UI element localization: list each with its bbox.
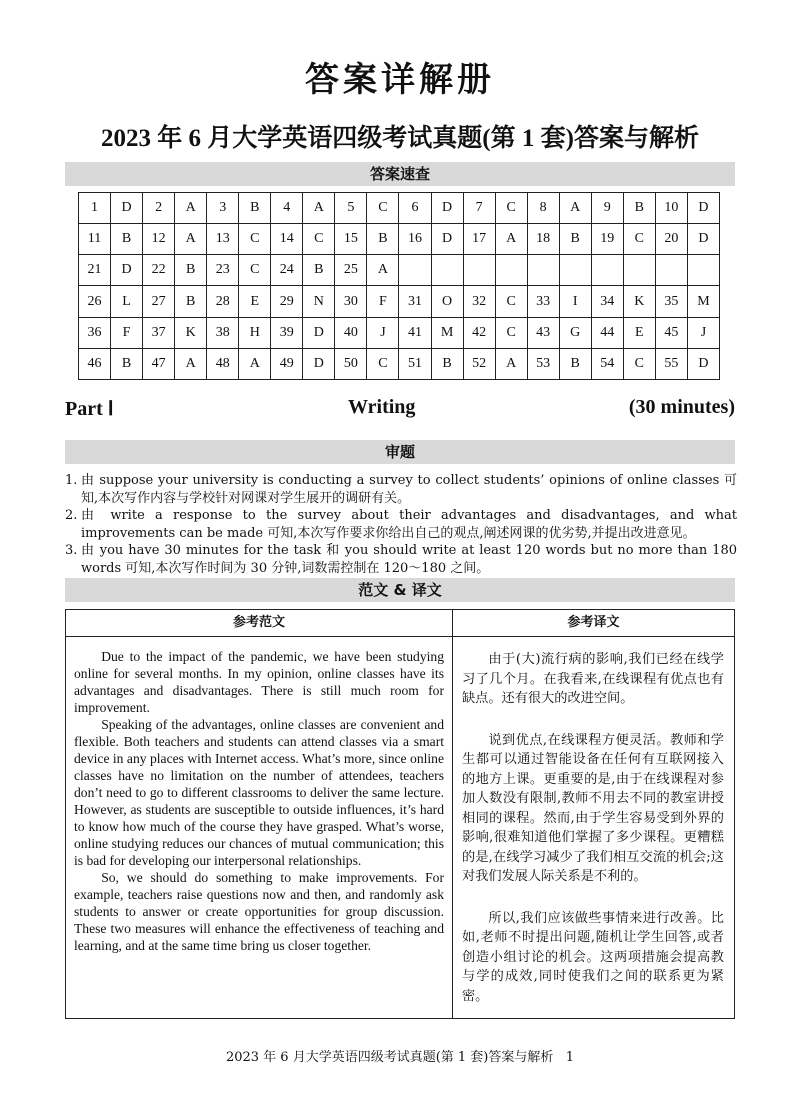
question-number-cell: 17 — [463, 224, 495, 255]
part-label: Part Ⅰ — [65, 398, 114, 420]
answer-letter-cell: B — [175, 286, 207, 317]
answer-letter-cell: D — [303, 317, 335, 348]
answer-letter-cell: C — [239, 255, 271, 286]
question-number-cell: 41 — [399, 317, 431, 348]
answer-letter-cell: D — [687, 224, 719, 255]
translation-paragraph: 由于(大)流行病的影响,我们已经在线学习了几个月。在我看来,在线课程有优点也有缺点。还有很大的改进空间。 — [462, 652, 724, 706]
page-number: 1 — [565, 1050, 575, 1065]
answer-letter-cell: A — [239, 348, 271, 379]
answer-letter-cell: C — [303, 224, 335, 255]
question-number-cell: 7 — [463, 193, 495, 224]
answer-row — [79, 317, 720, 348]
answer-letter-cell: F — [111, 317, 143, 348]
answer-letter-cell: O — [431, 286, 463, 317]
answer-letter-cell: E — [623, 317, 655, 348]
analysis-item-number: 3. — [65, 543, 78, 558]
column-divider — [452, 610, 453, 1018]
answer-letter-cell: D — [111, 255, 143, 286]
translation-paragraph: 说到优点,在线课程方便灵活。教师和学生都可以通过智能设备在任何有互联网接入的地方上课。更重要的是,由于在线课程对参加人数没有限制,教师不用去不同的教室讲授相同的课程。然而,由于学生容易受到外界的影响,很难知道他们掌握了多少课程。更糟糕的是,在线学习减少了我们相互交流的机会;这对我们发展人际关系是不利的。 — [462, 732, 724, 884]
answer-letter-cell: F — [367, 286, 399, 317]
question-number-cell: 53 — [527, 348, 559, 379]
exam-title: 2023 年 6 月大学英语四级考试真题(第 1 套)答案与解析 — [101, 125, 699, 152]
answer-letter-cell: H — [239, 317, 271, 348]
question-number-cell — [527, 255, 559, 286]
answer-letter-cell: D — [431, 224, 463, 255]
question-number-cell: 33 — [527, 286, 559, 317]
question-number-cell: 21 — [79, 255, 111, 286]
answer-letter-cell: A — [495, 348, 527, 379]
sample-essay-box — [65, 609, 735, 1019]
question-number-cell: 5 — [335, 193, 367, 224]
analysis-item-number: 1. — [65, 473, 78, 488]
question-number-cell: 23 — [207, 255, 239, 286]
answer-letter-cell — [495, 255, 527, 286]
answer-letter-cell: B — [303, 255, 335, 286]
answer-letter-cell — [431, 255, 463, 286]
question-number-cell: 47 — [143, 348, 175, 379]
question-number-cell — [591, 255, 623, 286]
question-number-cell: 27 — [143, 286, 175, 317]
answer-letter-cell: B — [431, 348, 463, 379]
essay-paragraph: So, we should do something to make improvements. For example, teachers raise questions now and then, and randomly ask students to answer or create opportunities for group discussion. These two measures will enhance the effectiveness of teaching and learning, and at the same time bring us closer together. — [74, 870, 444, 953]
question-number-cell: 51 — [399, 348, 431, 379]
answer-letter-cell: J — [687, 317, 719, 348]
answer-letter-cell: C — [367, 193, 399, 224]
essay-paragraph: Speaking of the advantages, online classes are convenient and flexible. Both teachers and students can attend classes via a smart device in any places with Internet access. What’s more, since online classes have no limitation on the number of attendees, teachers don’t need to go to different classrooms to deliver the same lecture. However, as students are susceptible to outside influences, it’s hard to know how much of the course they have grasped. What’s worse, online studying reduces our chances of mutual communication; this is bad for developing our interpersonal relationships. — [74, 717, 444, 868]
question-number-cell: 43 — [527, 317, 559, 348]
answer-letter-cell: B — [623, 193, 655, 224]
answer-letter-cell: A — [175, 348, 207, 379]
question-number-cell: 16 — [399, 224, 431, 255]
question-number-cell: 26 — [79, 286, 111, 317]
analysis-item — [65, 542, 737, 577]
answer-letter-cell: B — [239, 193, 271, 224]
question-number-cell: 49 — [271, 348, 303, 379]
answer-letter-cell — [687, 255, 719, 286]
translation-header: 参考译文 — [453, 610, 734, 637]
answer-letter-cell: C — [495, 286, 527, 317]
answer-letter-cell: C — [623, 348, 655, 379]
question-number-cell: 30 — [335, 286, 367, 317]
question-number-cell: 39 — [271, 317, 303, 348]
part-title: Writing — [348, 396, 416, 418]
question-number-cell — [655, 255, 687, 286]
part-time: (30 minutes) — [628, 396, 735, 418]
question-number-cell: 55 — [655, 348, 687, 379]
question-number-cell: 28 — [207, 286, 239, 317]
question-number-cell: 31 — [399, 286, 431, 317]
answer-letter-cell: A — [559, 193, 591, 224]
question-number-cell: 8 — [527, 193, 559, 224]
answer-letter-cell: L — [111, 286, 143, 317]
answer-letter-cell: C — [623, 224, 655, 255]
answer-letter-cell: A — [175, 193, 207, 224]
answer-letter-cell: J — [367, 317, 399, 348]
answer-letter-cell: N — [303, 286, 335, 317]
answer-letter-cell: B — [175, 255, 207, 286]
analysis-item — [65, 472, 737, 507]
question-number-cell: 13 — [207, 224, 239, 255]
question-number-cell: 1 — [79, 193, 111, 224]
question-number-cell: 24 — [271, 255, 303, 286]
part-heading — [65, 396, 735, 422]
question-number-cell: 11 — [79, 224, 111, 255]
answer-letter-cell: I — [559, 286, 591, 317]
answer-letter-cell: B — [559, 224, 591, 255]
booklet-title: 答案详解册 — [305, 60, 495, 100]
sample-essay — [74, 648, 444, 954]
question-number-cell: 48 — [207, 348, 239, 379]
answer-letter-cell: G — [559, 317, 591, 348]
question-number-cell: 34 — [591, 286, 623, 317]
question-number-cell: 54 — [591, 348, 623, 379]
question-number-cell — [463, 255, 495, 286]
question-number-cell: 46 — [79, 348, 111, 379]
answer-letter-cell — [623, 255, 655, 286]
question-number-cell: 2 — [143, 193, 175, 224]
sample-translation — [462, 650, 724, 1028]
answer-letter-cell: M — [687, 286, 719, 317]
analysis-item-text: 由 you have 30 minutes for the task 和 you should write at least 120 words but no more than 180 words 可知,本次写作时间为 30 分钟,词数需控制在 120～180 之间。 — [81, 543, 737, 576]
analysis-item-number: 2. — [65, 508, 78, 523]
answer-key-table — [78, 192, 720, 380]
answer-letter-cell — [559, 255, 591, 286]
analysis-list — [65, 472, 737, 577]
question-number-cell: 50 — [335, 348, 367, 379]
essay-header: 参考范文 — [66, 610, 452, 637]
question-number-cell: 35 — [655, 286, 687, 317]
answer-letter-cell: D — [687, 193, 719, 224]
answer-row — [79, 224, 720, 255]
question-number-cell: 42 — [463, 317, 495, 348]
footer-title: 2023 年 6 月大学英语四级考试真题(第 1 套)答案与解析 — [225, 1050, 554, 1065]
translation-paragraph: 所以,我们应该做些事情来进行改善。比如,老师不时提出问题,随机让学生回答,或者创造小组讨论的机会。这两项措施会提高教与学的成效,同时使我们之间的联系更为紧密。 — [462, 910, 724, 1004]
answer-letter-cell: A — [175, 224, 207, 255]
question-number-cell: 29 — [271, 286, 303, 317]
question-number-cell: 52 — [463, 348, 495, 379]
answer-letter-cell: D — [431, 193, 463, 224]
question-number-cell: 37 — [143, 317, 175, 348]
essay-paragraph: Due to the impact of the pandemic, we have been studying online for several months. In my opinion, online classes have its advantages and disadvantages. There is still much room for improvement. — [74, 649, 444, 715]
answer-letter-cell: K — [623, 286, 655, 317]
answer-letter-cell: C — [495, 193, 527, 224]
answer-letter-cell: A — [495, 224, 527, 255]
sample-band: 范文 & 译文 — [65, 578, 735, 602]
question-number-cell: 45 — [655, 317, 687, 348]
answer-letter-cell: B — [367, 224, 399, 255]
answer-letter-cell: B — [559, 348, 591, 379]
question-number-cell: 38 — [207, 317, 239, 348]
answer-letter-cell: D — [303, 348, 335, 379]
question-number-cell: 14 — [271, 224, 303, 255]
answer-letter-cell: A — [367, 255, 399, 286]
answer-letter-cell: K — [175, 317, 207, 348]
question-number-cell: 6 — [399, 193, 431, 224]
question-number-cell: 20 — [655, 224, 687, 255]
analysis-item-text: 由 write a response to the survey about their advantages and disadvantages, and what improvements can be made 可知,本次写作要求你给出自己的观点,阐述网课的优劣势,并提出改进意见。 — [81, 508, 737, 541]
question-number-cell: 25 — [335, 255, 367, 286]
answer-key-band: 答案速查 — [65, 162, 735, 186]
question-number-cell: 12 — [143, 224, 175, 255]
answer-letter-cell: D — [687, 348, 719, 379]
question-number-cell: 3 — [207, 193, 239, 224]
answer-letter-cell: C — [495, 317, 527, 348]
analysis-band: 审题 — [65, 440, 735, 464]
answer-letter-cell: B — [111, 224, 143, 255]
answer-row — [79, 255, 720, 286]
answer-letter-cell: B — [111, 348, 143, 379]
question-number-cell: 15 — [335, 224, 367, 255]
answer-row — [79, 348, 720, 379]
question-number-cell: 9 — [591, 193, 623, 224]
page-footer — [0, 1046, 800, 1065]
question-number-cell: 18 — [527, 224, 559, 255]
answer-row — [79, 286, 720, 317]
question-number-cell — [399, 255, 431, 286]
answer-letter-cell: M — [431, 317, 463, 348]
answer-letter-cell: D — [111, 193, 143, 224]
question-number-cell: 10 — [655, 193, 687, 224]
question-number-cell: 19 — [591, 224, 623, 255]
question-number-cell: 44 — [591, 317, 623, 348]
question-number-cell: 36 — [79, 317, 111, 348]
answer-letter-cell: C — [239, 224, 271, 255]
answer-letter-cell: C — [367, 348, 399, 379]
question-number-cell: 32 — [463, 286, 495, 317]
question-number-cell: 40 — [335, 317, 367, 348]
question-number-cell: 4 — [271, 193, 303, 224]
answer-letter-cell: A — [303, 193, 335, 224]
analysis-item-text: 由 suppose your university is conducting a survey to collect students’ opinions of online classes 可知,本次写作内容与学校针对网课对学生展开的调研有关。 — [81, 473, 737, 506]
answer-letter-cell: E — [239, 286, 271, 317]
question-number-cell: 22 — [143, 255, 175, 286]
analysis-item — [65, 507, 737, 542]
answer-row — [79, 193, 720, 224]
